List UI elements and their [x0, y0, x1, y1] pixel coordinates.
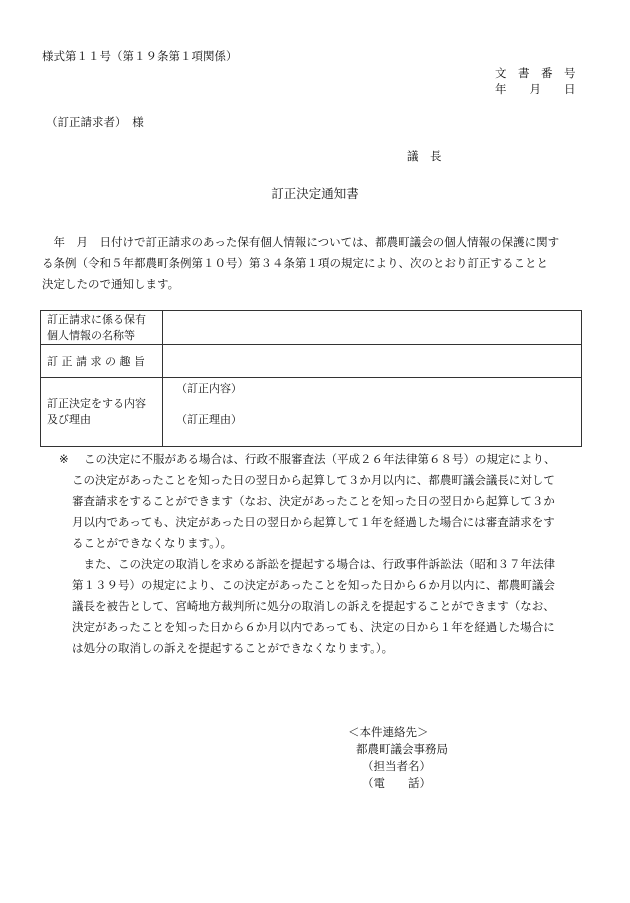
contact-heading: ＜本件連絡先＞	[348, 725, 429, 739]
row1-label: 訂正請求に係る保有 個人情報の名称等	[41, 311, 163, 345]
body-line: 年 月 日付けで訂正請求のあった保有個人情報については、都農町議会の個人情報の保護に関す	[42, 235, 560, 249]
table-row	[41, 345, 582, 378]
note-mark: ※	[59, 452, 69, 466]
note-line: 第１３９号）の規定により、この決定があったことを知った日から６か月以内に、都農町議会	[72, 578, 555, 592]
body-line: る条例（令和５年都農町条例第１０号）第３４条第１項の規定により、次のとおり訂正することと	[42, 256, 548, 270]
row1-value	[163, 311, 582, 345]
correction-content-label: （訂正内容）	[176, 382, 242, 395]
note-line: 議長を被告として、宮崎地方裁判所に処分の取消しの訴えを提起することができます（なお、	[72, 599, 555, 613]
sender: 議 長	[407, 149, 442, 163]
note-line: この決定に不服がある場合は、行政不服審査法（平成２６年法律第６８号）の規定により、	[84, 452, 556, 466]
contact-person: （担当者名）	[362, 759, 431, 773]
date-label: 年 月 日	[495, 82, 576, 96]
note-line: 月以内であっても、決定があった日の翌日から起算して１年を経過した場合には審査請求をす	[72, 515, 555, 529]
table-row	[41, 378, 582, 447]
note-line: 審査請求をすることができます（なお、決定があったことを知った日の翌日から起算して３か	[72, 494, 555, 508]
contact-phone: （電 話）	[362, 776, 431, 790]
body-paragraph	[42, 232, 559, 295]
body-line: 決定したので通知します。	[42, 277, 180, 291]
note-line: この決定があったことを知った日の翌日から起算して３か月以内に、都農町議会議長に対して	[72, 473, 555, 487]
page-title: 訂正決定通知書	[271, 186, 359, 201]
correction-table	[40, 310, 582, 447]
note-line: ることができなくなります。）。	[72, 536, 233, 550]
row2-label: 訂 正 請 求 の 趣 旨	[41, 345, 163, 378]
row3-label: 訂正決定をする内容 及び理由	[41, 378, 163, 447]
row2-value	[163, 345, 582, 378]
table-row	[41, 311, 582, 345]
note-line: また、この決定の取消しを求める訴訟を提起する場合は、行政事件訴訟法（昭和３７年法律	[72, 557, 555, 571]
document-number-label: 文 書 番 号	[495, 66, 576, 80]
correction-reason-label: （訂正理由）	[176, 413, 242, 426]
note-line: 決定があったことを知った日から６か月以内であっても、決定の日から１年を経過した場合に	[72, 620, 555, 634]
form-number: 様式第１１号（第１９条第１項関係）	[42, 49, 238, 63]
row3-value	[163, 378, 582, 447]
notes-paragraph	[72, 449, 556, 659]
addressee: （訂正請求者） 様	[46, 115, 144, 129]
note-line: は処分の取消しの訴えを提起することができなくなります。）。	[72, 641, 394, 655]
contact-office: 都農町議会事務局	[356, 742, 448, 756]
